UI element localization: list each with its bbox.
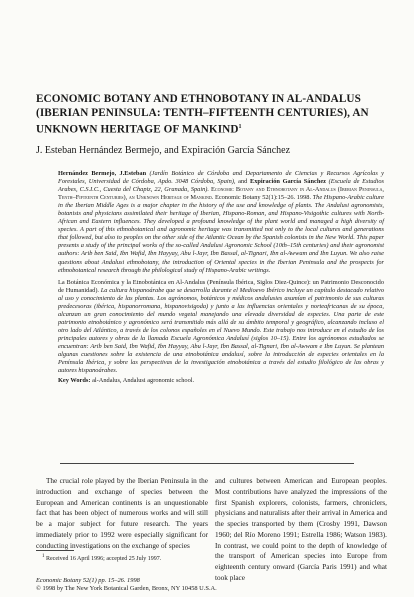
abstract-english	[58, 170, 384, 275]
abstract-spanish	[58, 279, 384, 376]
footnote-divider	[36, 550, 74, 551]
author1-name: Hernández Bermejo, J.Esteban	[58, 170, 147, 177]
body-paragraph-right: and cultures between American and European peoples. Most contributions have analyzed the impressions of the first Spanish explorers, colonists, farmers, chroniclers, physicians and naturalists after their arrival in America and the species transported by them (Crosby 1991, Dawson 1960; del Río Moreno 1991; Estrella 1986; Watson 1983). In contrast, we could point to the depth of knowledge of the transport of American species into Europe from eighteenth century onward (García Paris 1991) and what took place	[215, 477, 387, 582]
article-title	[36, 92, 386, 137]
abstract-english-body: The Hispano-Arabic culture in the Iberian Middle Ages is a major chapter in the history of the use and knowledge of plants. The Andalusi agronomists, botanists and physicians assimilated their heritage of Iberian, Hispano-Roman, and Hispano-Visigothic cultures with North-African and Eastern influences. They developed a profound knowledge of the plant world and managed a high diversity of species. A part of this ethnobotanical and agronomic heritage was transmitted not only to the local cultures and generations that followed, but also to peoples on the other side of the Atlantic Ocean by the Spanish colonists in the New World. This paper presents a study of the principal works of the so-called Andalusi Agronomic School (10th–15th centuries) and their agronomist authors: Arib ben Said, Ibn Wafid, Ibn Hayyay, Abu l-Jayr, Ibn Bassal, al-Tignari, Ibn al-Awwam and Ibn Luyun. We also raise questions about Andalusi ethnobotany, the introduction of Oriental species in the Iberian Peninsula and the prospects for ethnobotanical research through the philological study of Hispano-Arabic writings.	[58, 194, 384, 274]
citation	[36, 577, 217, 593]
abstract-title-repeat: Economic Botany and Ethnobotany in Al-Andalus (Iberian Peninsula, Tenth–Fifteenth Centuries), an Unknown Heritage of Mankind.	[58, 186, 384, 202]
abstract-spanish-body: La cultura hispanoárabe que se desarrolla durante el Medioevo Ibérico incluye un capítulo destacado relativo al uso y conocimiento de las plantas. Los agrónomos, botánicos y médicos andalusies asumían el patrimonio de sus culturas predecesoras (ibérica, hispanorromana, hispanovisigoda) y junto a las influencias orientales y norteafricanas de su época, alcanzan un gran conocimiento del mundo vegetal manejando una elevada diversidad de especies. Una parte de este patrimonio etnobotánico y agronómico será transmitido más allá de su ámbito temporal y geográfico, alcanzando incluso el otro lado del Atlántico, a través de los colonos españoles en el Nuevo Mundo. Este trabajo nos introduce en el estudio de los principales autores y obras de la llamada Escuela Agronómica Andalusí (siglos 10–15). Entre los agrónomos estudiados se encuentran: Arib ben Said, Ibn Wafid, Ibn Hayyay, Abu l-Jayr, Ibn Bassal, al-Tignari, Ibn al-Awwam e Ibn Luyun. Se plantean algunas cuestiones sobre la existencia de una etnobotánica andalusí, sobre la introducción de especies orientales en la Península Ibérica, y sobre las perspectivas de la investigación etnobotánica a través del estudio filológico de las obras y autores hispanoárabes.	[58, 286, 384, 375]
keywords: al-Andalus, Andalusi agronomic school.	[92, 377, 195, 385]
article-title-text: ECONOMIC BOTANY AND ETHNOBOTANY IN AL-ANDALUS (IBERIAN PENINSULA: TENTH–FIFTEENTH CENTURIES), AN UNKNOWN HERITAGE OF MANKIND	[36, 93, 369, 136]
author2-name: Expiración García Sánchez	[249, 178, 326, 186]
citation-journal: Economic Botany 52(1) pp. 15–26. 1998	[36, 577, 140, 584]
abstract-spanish-title: La Botánica Económica y la Etnobotánica en Al-Andalus (Península Ibérica, Siglos Diez-Quince): un Patrimonio Desconocido de Humanidad).	[58, 278, 384, 294]
body-column-right	[215, 476, 387, 584]
author1-affiliation: (Jardín Botánico de Córdoba and Departamento de Ciencias y Recursos Agrícolas y Forestales, Universidad de Córdoba, Apdo. 3048 Córdoba, Spain),	[58, 170, 384, 186]
and-word: and	[235, 178, 250, 186]
authors-line: J. Esteban Hernández Bermejo, and Expiración García Sánchez	[36, 145, 291, 156]
footnote-text: Received 16 April 1996; accepted 25 July 1997.	[46, 556, 162, 562]
footnote-marker: 1	[42, 554, 45, 559]
abstract-journal-ref: Economic Botany 52(1):15–26. 1998.	[214, 194, 312, 202]
body-paragraph-left: The crucial role played by the Iberian Peninsula in the introduction and exchange of species between the European and American continents is an unquestionable fact that has been object of numerous works and will still be a major subject for future research. The years immediately prior to 1992 were especially significant for conducting investigations on the exchange of species	[36, 477, 208, 550]
title-footnote-marker: 1	[238, 124, 242, 130]
body-column-left	[36, 476, 208, 551]
section-divider	[60, 463, 354, 464]
footnote	[42, 553, 161, 563]
keywords-line	[58, 377, 384, 385]
abstract	[58, 170, 384, 385]
keywords-label: Key Words:	[58, 377, 91, 385]
author2-affiliation: (Escuela de Estudios Arabes, C.S.I.C., Cuesta del Chapiz, 22, Granada, Spain).	[58, 178, 384, 194]
citation-copyright: © 1998 by The New York Botanical Garden, Bronx, NY 10458 U.S.A.	[36, 585, 217, 593]
